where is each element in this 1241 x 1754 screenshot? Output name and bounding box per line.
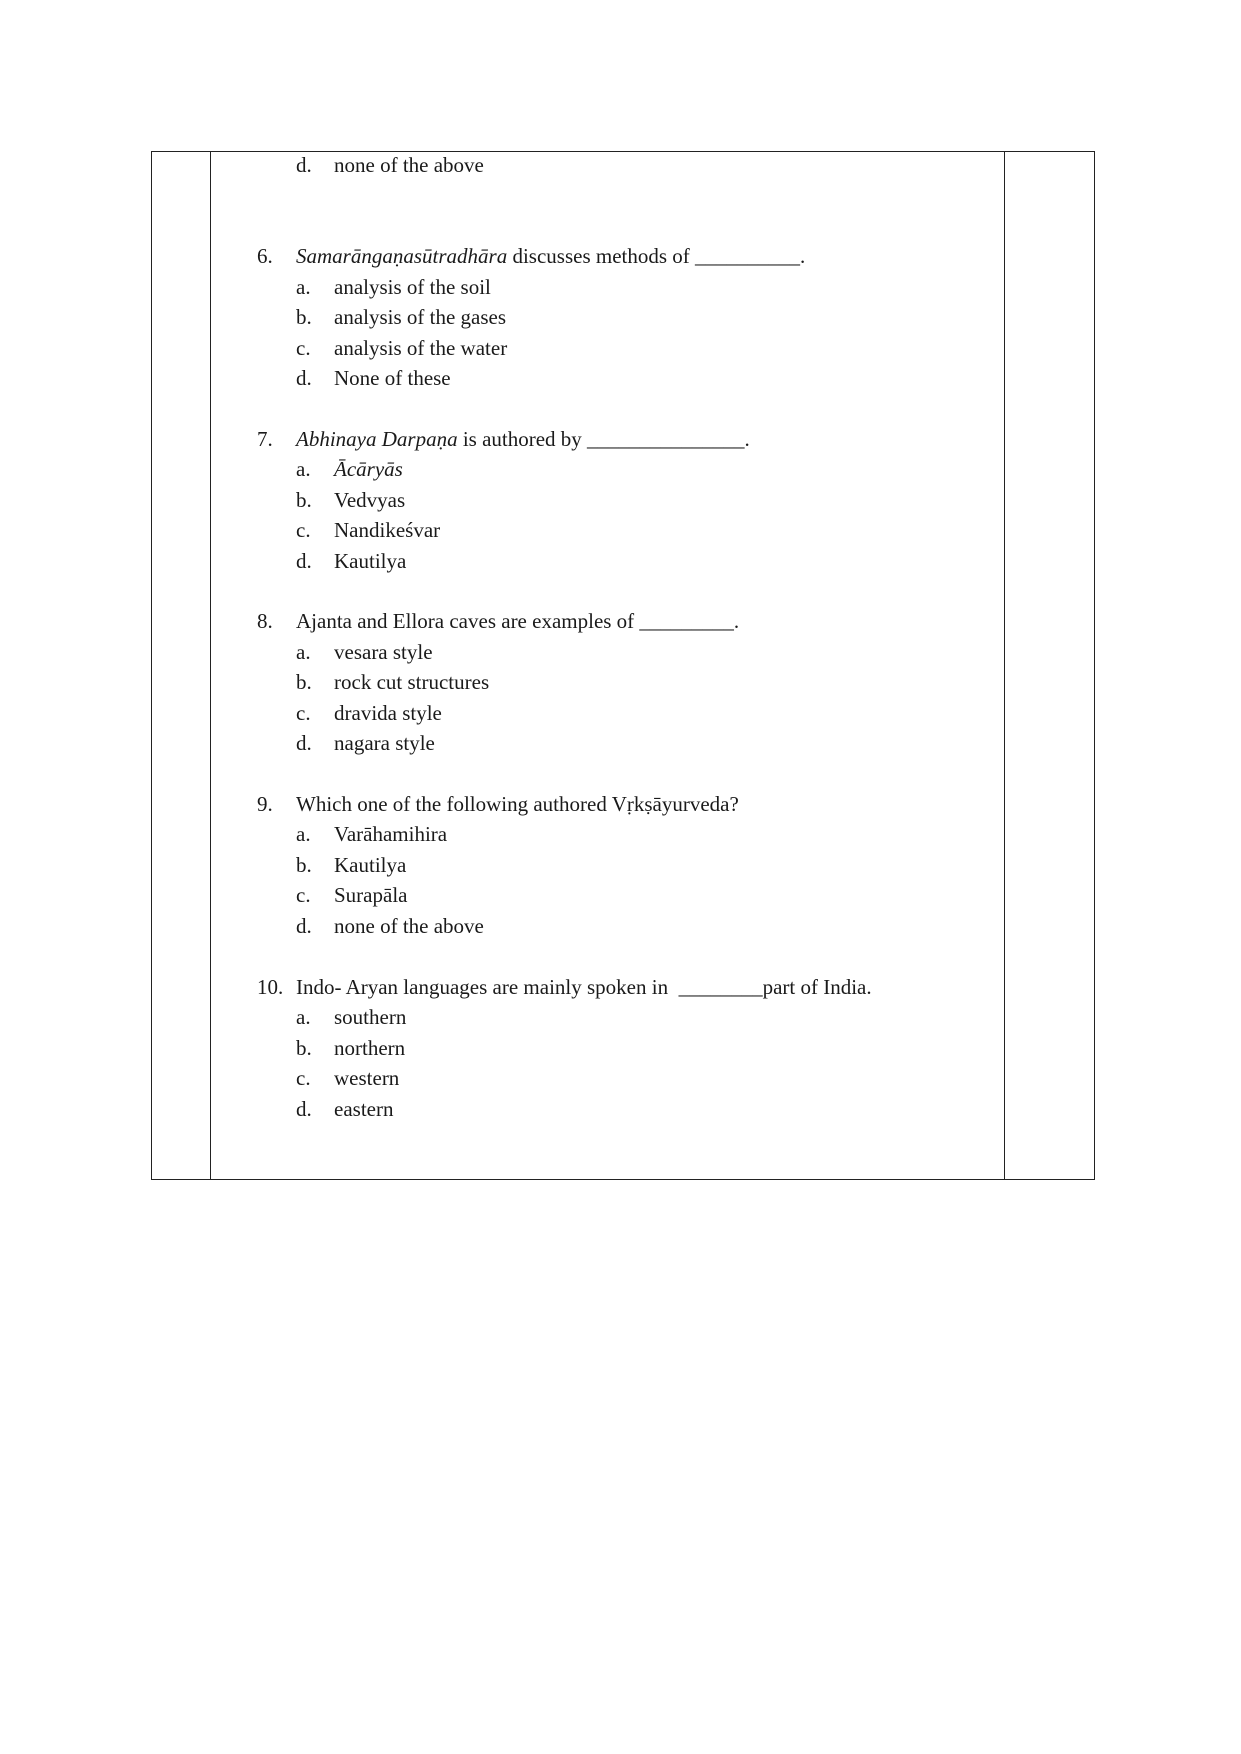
- question-number: 9.: [257, 792, 273, 816]
- option-text: Nandikeśvar: [334, 518, 441, 542]
- option-text: analysis of the gases: [334, 305, 507, 329]
- option-text: vesara style: [334, 640, 433, 664]
- option-text: nagara style: [334, 731, 435, 755]
- option-text: Kautilya: [334, 853, 407, 877]
- option-letter: d.: [296, 1097, 312, 1121]
- option-letter: d.: [296, 549, 312, 573]
- option-text: Surapāla: [334, 883, 408, 907]
- option-letter: b.: [296, 1036, 312, 1060]
- option-text: analysis of the soil: [334, 275, 491, 299]
- question-text: Which one of the following authored Vṛkṣāyurveda?: [296, 792, 739, 816]
- option-letter: a.: [296, 640, 311, 664]
- question-text: Ajanta and Ellora caves are examples of _________.: [296, 609, 740, 633]
- question-stem: discusses methods of __________.: [507, 244, 806, 268]
- option-letter: c.: [296, 336, 311, 360]
- question-number: 10.: [257, 975, 284, 999]
- question-italic-title: Abhinaya Darpaṇa: [296, 427, 458, 451]
- option-letter: b.: [296, 305, 312, 329]
- table-right-column-divider: [1004, 152, 1005, 1179]
- question-text: Indo- Aryan languages are mainly spoken in ________part of India.: [296, 975, 872, 999]
- question-text: [296, 241, 805, 272]
- option-text: western: [334, 1066, 400, 1090]
- option-text: eastern: [334, 1097, 394, 1121]
- option-text: none of the above: [334, 153, 484, 177]
- question-stem: is authored by _______________.: [457, 427, 750, 451]
- option-letter: b.: [296, 853, 312, 877]
- option-text: rock cut structures: [334, 670, 490, 694]
- option-letter: c.: [296, 701, 311, 725]
- option-text: none of the above: [334, 914, 484, 938]
- option-letter: c.: [296, 1066, 311, 1090]
- option-letter: d.: [296, 731, 312, 755]
- option-letter: d.: [296, 914, 312, 938]
- option-text: Kautilya: [334, 549, 407, 573]
- option-letter: a.: [296, 275, 311, 299]
- option-text: northern: [334, 1036, 406, 1060]
- option-text: None of these: [334, 366, 451, 390]
- option-letter: a.: [296, 822, 311, 846]
- option-text: analysis of the water: [334, 336, 508, 360]
- option-letter: d.: [296, 153, 312, 177]
- question-number: 7.: [257, 427, 273, 451]
- option-letter: b.: [296, 488, 312, 512]
- question-text: [296, 424, 750, 455]
- question-number: 6.: [257, 244, 273, 268]
- option-letter: a.: [296, 1005, 311, 1029]
- option-text: Ācāryās: [334, 457, 403, 481]
- option-letter: c.: [296, 883, 311, 907]
- option-letter: d.: [296, 366, 312, 390]
- option-letter: a.: [296, 457, 311, 481]
- table-left-column-divider: [210, 152, 211, 1179]
- question-italic-title: Samarāngaṇasūtradhāra: [296, 244, 508, 268]
- option-letter: c.: [296, 518, 311, 542]
- question-table: [151, 151, 1095, 1180]
- option-text: southern: [334, 1005, 407, 1029]
- option-letter: b.: [296, 670, 312, 694]
- option-text: Varāhamihira: [334, 822, 448, 846]
- option-text: dravida style: [334, 701, 442, 725]
- option-text: Vedvyas: [334, 488, 406, 512]
- question-number: 8.: [257, 609, 273, 633]
